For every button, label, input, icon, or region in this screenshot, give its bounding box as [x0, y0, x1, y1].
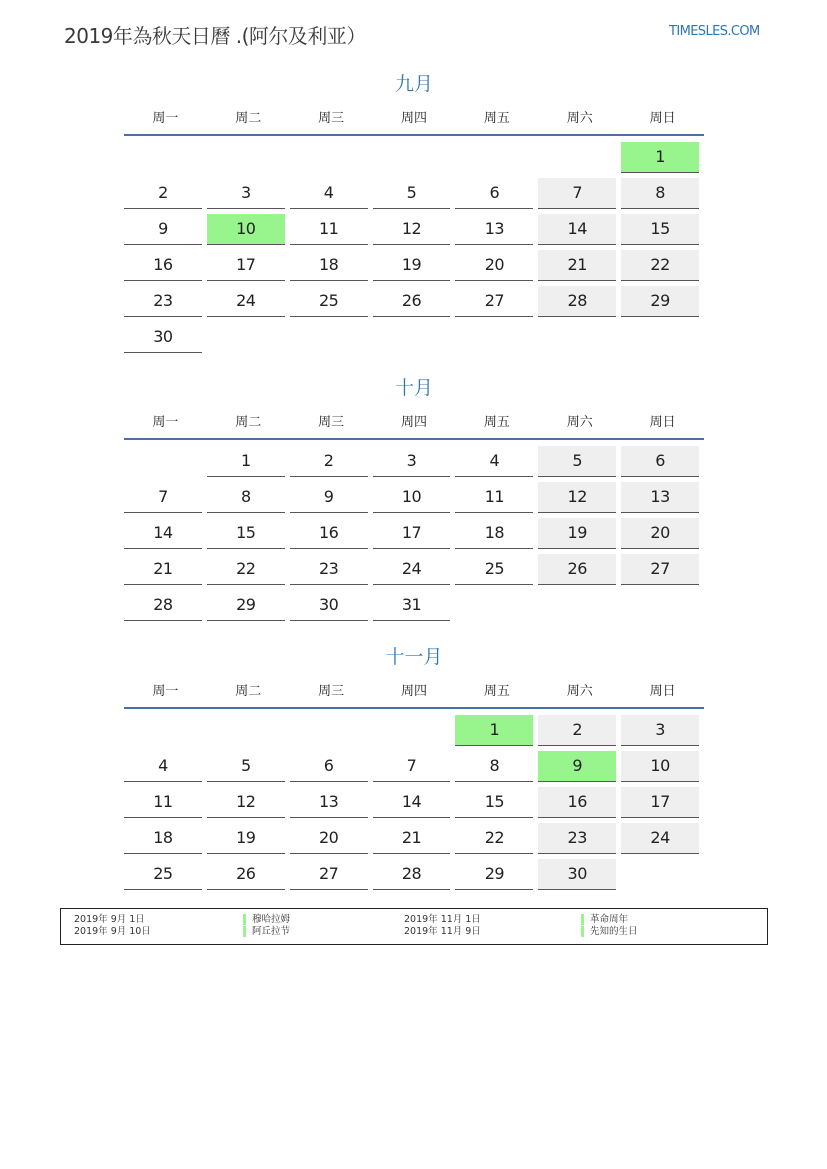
day-cell	[621, 286, 704, 322]
legend-date: 2019年 11月 9日	[404, 926, 481, 937]
day-number: 4	[455, 446, 533, 477]
day-cell	[455, 178, 538, 214]
empty-day-cell	[538, 142, 621, 178]
day-number: 6	[455, 178, 533, 209]
day-number: 18	[290, 250, 368, 281]
day-number: 22	[621, 250, 699, 281]
day-number: 7	[124, 482, 202, 513]
day-number: 29	[455, 859, 533, 890]
weekday-label: 周日	[649, 415, 676, 430]
day-cell	[455, 214, 538, 250]
day-number: 21	[373, 823, 451, 854]
weekday-label: 周一	[152, 111, 179, 126]
day-cell	[621, 214, 704, 250]
month-title: 十月	[394, 377, 433, 399]
day-number: 23	[290, 554, 368, 585]
day-cell	[290, 286, 373, 322]
day-number: 30	[538, 859, 616, 890]
empty-day-cell	[455, 142, 538, 178]
day-number: 19	[373, 250, 451, 281]
legend-name: 先知的生日	[590, 926, 638, 937]
day-cell	[124, 590, 207, 626]
legend-item	[581, 914, 638, 926]
empty-day-cell	[455, 590, 538, 626]
site-link[interactable]: TIMESLES.COM	[669, 24, 760, 39]
day-cell	[538, 787, 621, 823]
day-cell	[621, 482, 704, 518]
day-number: 2	[124, 178, 202, 209]
empty-day-cell	[621, 590, 704, 626]
day-number: 5	[538, 446, 616, 477]
empty-day-cell	[538, 590, 621, 626]
empty-day-cell	[207, 142, 290, 178]
day-cell	[373, 286, 456, 322]
weekday-header	[124, 110, 704, 136]
page-title: 2019年為秋天日曆 .(阿尔及利亚）	[64, 24, 366, 48]
day-number: 12	[373, 214, 451, 245]
day-cell	[124, 859, 207, 895]
day-number: 3	[621, 715, 699, 746]
day-cell	[621, 715, 704, 751]
empty-day-cell	[373, 322, 456, 358]
empty-day-cell	[207, 715, 290, 751]
legend-date: 2019年 9月 10日	[74, 926, 151, 937]
day-number: 26	[207, 859, 285, 890]
day-cell	[538, 286, 621, 322]
day-number: 6	[621, 446, 699, 477]
day-number: 27	[290, 859, 368, 890]
holiday-marker	[581, 914, 584, 925]
empty-day-cell	[124, 715, 207, 751]
day-cell	[290, 518, 373, 554]
day-number: 15	[621, 214, 699, 245]
day-cell	[124, 518, 207, 554]
day-number: 29	[207, 590, 285, 621]
day-number: 16	[290, 518, 368, 549]
week-row	[124, 859, 704, 895]
day-number: 19	[538, 518, 616, 549]
month-september	[124, 70, 704, 358]
day-cell	[621, 250, 704, 286]
day-number: 30	[290, 590, 368, 621]
day-number: 11	[455, 482, 533, 513]
day-cell	[290, 446, 373, 482]
day-number: 15	[207, 518, 285, 549]
day-cell	[455, 446, 538, 482]
day-cell	[621, 518, 704, 554]
day-number: 24	[207, 286, 285, 317]
week-row	[124, 482, 704, 518]
day-number: 26	[373, 286, 451, 317]
day-number: 14	[373, 787, 451, 818]
day-number: 1	[207, 446, 285, 477]
day-number: 26	[538, 554, 616, 585]
weekday-label: 周一	[152, 415, 179, 430]
day-cell	[373, 590, 456, 626]
day-cell	[207, 859, 290, 895]
holiday-marker	[581, 926, 584, 937]
empty-day-cell	[124, 142, 207, 178]
empty-day-cell	[207, 322, 290, 358]
day-grid	[124, 446, 704, 626]
day-cell	[207, 178, 290, 214]
day-number: 7	[373, 751, 451, 782]
weekday-label: 周六	[566, 111, 593, 126]
day-number: 28	[373, 859, 451, 890]
day-number: 30	[124, 322, 202, 353]
day-cell	[290, 178, 373, 214]
day-number: 8	[621, 178, 699, 209]
day-cell	[455, 250, 538, 286]
week-row	[124, 715, 704, 751]
day-cell	[455, 554, 538, 590]
day-number: 17	[621, 787, 699, 818]
day-cell	[290, 482, 373, 518]
day-number: 19	[207, 823, 285, 854]
day-cell	[290, 214, 373, 250]
empty-day-cell	[290, 715, 373, 751]
weekday-label: 周六	[566, 684, 593, 699]
day-cell	[538, 446, 621, 482]
day-number: 20	[455, 250, 533, 281]
day-cell	[124, 322, 207, 358]
legend-name: 穆哈拉姆	[252, 914, 291, 925]
day-number: 23	[124, 286, 202, 317]
empty-day-cell	[621, 859, 704, 895]
day-number: 13	[455, 214, 533, 245]
month-november	[124, 643, 704, 895]
weekday-label: 周六	[566, 415, 593, 430]
day-cell	[207, 823, 290, 859]
day-number: 3	[207, 178, 285, 209]
day-cell	[124, 482, 207, 518]
week-row	[124, 286, 704, 322]
day-cell	[455, 751, 538, 787]
day-cell	[455, 286, 538, 322]
day-cell	[290, 554, 373, 590]
day-cell	[373, 214, 456, 250]
day-cell	[124, 178, 207, 214]
day-number: 14	[538, 214, 616, 245]
legend-name: 革命周年	[590, 914, 629, 925]
day-number: 20	[290, 823, 368, 854]
day-number: 9	[290, 482, 368, 513]
day-number: 31	[373, 590, 451, 621]
weekday-label: 周二	[235, 415, 262, 430]
weekday-label: 周一	[152, 684, 179, 699]
day-cell	[207, 446, 290, 482]
day-cell	[373, 518, 456, 554]
week-row	[124, 142, 704, 178]
day-cell	[538, 178, 621, 214]
day-number: 11	[290, 214, 368, 245]
day-number: 24	[621, 823, 699, 854]
day-cell	[621, 751, 704, 787]
week-row	[124, 823, 704, 859]
empty-day-cell	[538, 322, 621, 358]
day-number: 22	[455, 823, 533, 854]
day-cell	[621, 142, 704, 178]
day-number: 17	[373, 518, 451, 549]
day-cell	[124, 823, 207, 859]
weekday-label: 周日	[649, 684, 676, 699]
month-title: 十一月	[385, 646, 443, 668]
day-cell	[621, 823, 704, 859]
empty-day-cell	[373, 715, 456, 751]
day-number: 3	[373, 446, 451, 477]
day-number: 16	[124, 250, 202, 281]
legend-item	[243, 914, 290, 926]
day-cell	[124, 787, 207, 823]
empty-day-cell	[373, 142, 456, 178]
day-number: 15	[455, 787, 533, 818]
week-row	[124, 751, 704, 787]
day-number: 12	[538, 482, 616, 513]
empty-day-cell	[455, 322, 538, 358]
day-cell	[455, 518, 538, 554]
day-cell	[124, 214, 207, 250]
day-grid	[124, 142, 704, 358]
day-cell	[455, 859, 538, 895]
holiday-marker	[243, 914, 246, 925]
empty-day-cell	[290, 142, 373, 178]
month-october	[124, 374, 704, 626]
day-cell	[538, 214, 621, 250]
day-number: 20	[621, 518, 699, 549]
day-number: 27	[621, 554, 699, 585]
day-cell	[455, 823, 538, 859]
day-number: 10	[373, 482, 451, 513]
day-cell	[621, 787, 704, 823]
month-title: 九月	[394, 73, 433, 95]
day-number: 18	[124, 823, 202, 854]
legend-name: 阿丘拉节	[252, 926, 291, 937]
day-cell	[373, 482, 456, 518]
day-number: 10	[207, 214, 285, 245]
week-row	[124, 518, 704, 554]
day-cell	[538, 823, 621, 859]
day-number: 1	[621, 142, 699, 173]
day-number: 5	[207, 751, 285, 782]
weekday-label: 周日	[649, 111, 676, 126]
day-number: 13	[621, 482, 699, 513]
day-cell	[290, 250, 373, 286]
day-number: 21	[124, 554, 202, 585]
legend-date: 2019年 9月 1日	[74, 914, 145, 925]
day-cell	[124, 286, 207, 322]
day-number: 13	[290, 787, 368, 818]
day-number: 28	[124, 590, 202, 621]
week-row	[124, 178, 704, 214]
day-grid	[124, 715, 704, 895]
weekday-label: 周四	[401, 684, 428, 699]
day-cell	[290, 823, 373, 859]
day-number: 9	[124, 214, 202, 245]
weekday-label: 周二	[235, 684, 262, 699]
weekday-label: 周三	[318, 415, 345, 430]
day-cell	[207, 250, 290, 286]
day-cell	[290, 787, 373, 823]
week-row	[124, 554, 704, 590]
day-cell	[207, 554, 290, 590]
day-cell	[538, 751, 621, 787]
day-number: 7	[538, 178, 616, 209]
day-cell	[124, 751, 207, 787]
day-number: 18	[455, 518, 533, 549]
day-number: 16	[538, 787, 616, 818]
day-cell	[538, 482, 621, 518]
day-number: 2	[538, 715, 616, 746]
day-number: 11	[124, 787, 202, 818]
weekday-label: 周四	[401, 111, 428, 126]
weekday-label: 周五	[483, 111, 510, 126]
holiday-marker	[243, 926, 246, 937]
day-cell	[455, 715, 538, 751]
week-row	[124, 250, 704, 286]
day-cell	[373, 859, 456, 895]
day-cell	[538, 518, 621, 554]
day-number: 17	[207, 250, 285, 281]
day-number: 14	[124, 518, 202, 549]
day-number: 25	[455, 554, 533, 585]
day-number: 5	[373, 178, 451, 209]
day-number: 24	[373, 554, 451, 585]
day-cell	[538, 554, 621, 590]
day-cell	[290, 751, 373, 787]
day-cell	[621, 554, 704, 590]
day-number: 9	[538, 751, 616, 782]
day-number: 6	[290, 751, 368, 782]
legend-item	[243, 926, 290, 938]
day-number: 29	[621, 286, 699, 317]
legend-dates-right	[404, 914, 481, 938]
day-number: 12	[207, 787, 285, 818]
weekday-label: 周四	[401, 415, 428, 430]
week-row	[124, 322, 704, 358]
weekday-label: 周五	[483, 415, 510, 430]
day-cell	[207, 214, 290, 250]
day-number: 25	[290, 286, 368, 317]
day-cell	[290, 859, 373, 895]
holiday-legend	[60, 908, 768, 945]
empty-day-cell	[124, 446, 207, 482]
day-number: 25	[124, 859, 202, 890]
week-row	[124, 787, 704, 823]
day-cell	[455, 482, 538, 518]
day-cell	[373, 250, 456, 286]
day-cell	[621, 446, 704, 482]
weekday-label: 周二	[235, 111, 262, 126]
day-number: 8	[207, 482, 285, 513]
day-cell	[124, 554, 207, 590]
day-cell	[207, 518, 290, 554]
day-cell	[373, 446, 456, 482]
day-cell	[538, 859, 621, 895]
day-number: 8	[455, 751, 533, 782]
legend-dates-left	[74, 914, 151, 938]
day-cell	[373, 823, 456, 859]
empty-day-cell	[621, 322, 704, 358]
weekday-label: 周三	[318, 684, 345, 699]
day-number: 21	[538, 250, 616, 281]
day-cell	[207, 751, 290, 787]
day-number: 28	[538, 286, 616, 317]
weekday-header	[124, 683, 704, 709]
week-row	[124, 446, 704, 482]
day-cell	[207, 482, 290, 518]
day-cell	[455, 787, 538, 823]
day-number: 2	[290, 446, 368, 477]
day-cell	[538, 250, 621, 286]
day-cell	[373, 787, 456, 823]
day-number: 27	[455, 286, 533, 317]
day-cell	[373, 751, 456, 787]
legend-item	[581, 926, 638, 938]
weekday-label: 周五	[483, 684, 510, 699]
weekday-label: 周三	[318, 111, 345, 126]
day-cell	[207, 590, 290, 626]
day-cell	[207, 286, 290, 322]
day-cell	[538, 715, 621, 751]
week-row	[124, 590, 704, 626]
legend-names-left	[243, 914, 290, 938]
day-number: 22	[207, 554, 285, 585]
day-cell	[373, 554, 456, 590]
week-row	[124, 214, 704, 250]
day-cell	[621, 178, 704, 214]
empty-day-cell	[290, 322, 373, 358]
legend-names-right	[581, 914, 638, 938]
day-number: 23	[538, 823, 616, 854]
day-cell	[373, 178, 456, 214]
day-number: 4	[124, 751, 202, 782]
day-cell	[290, 590, 373, 626]
day-number: 10	[621, 751, 699, 782]
day-cell	[207, 787, 290, 823]
day-cell	[124, 250, 207, 286]
day-number: 4	[290, 178, 368, 209]
day-number: 1	[455, 715, 533, 746]
weekday-header	[124, 414, 704, 440]
legend-date: 2019年 11月 1日	[404, 914, 481, 925]
